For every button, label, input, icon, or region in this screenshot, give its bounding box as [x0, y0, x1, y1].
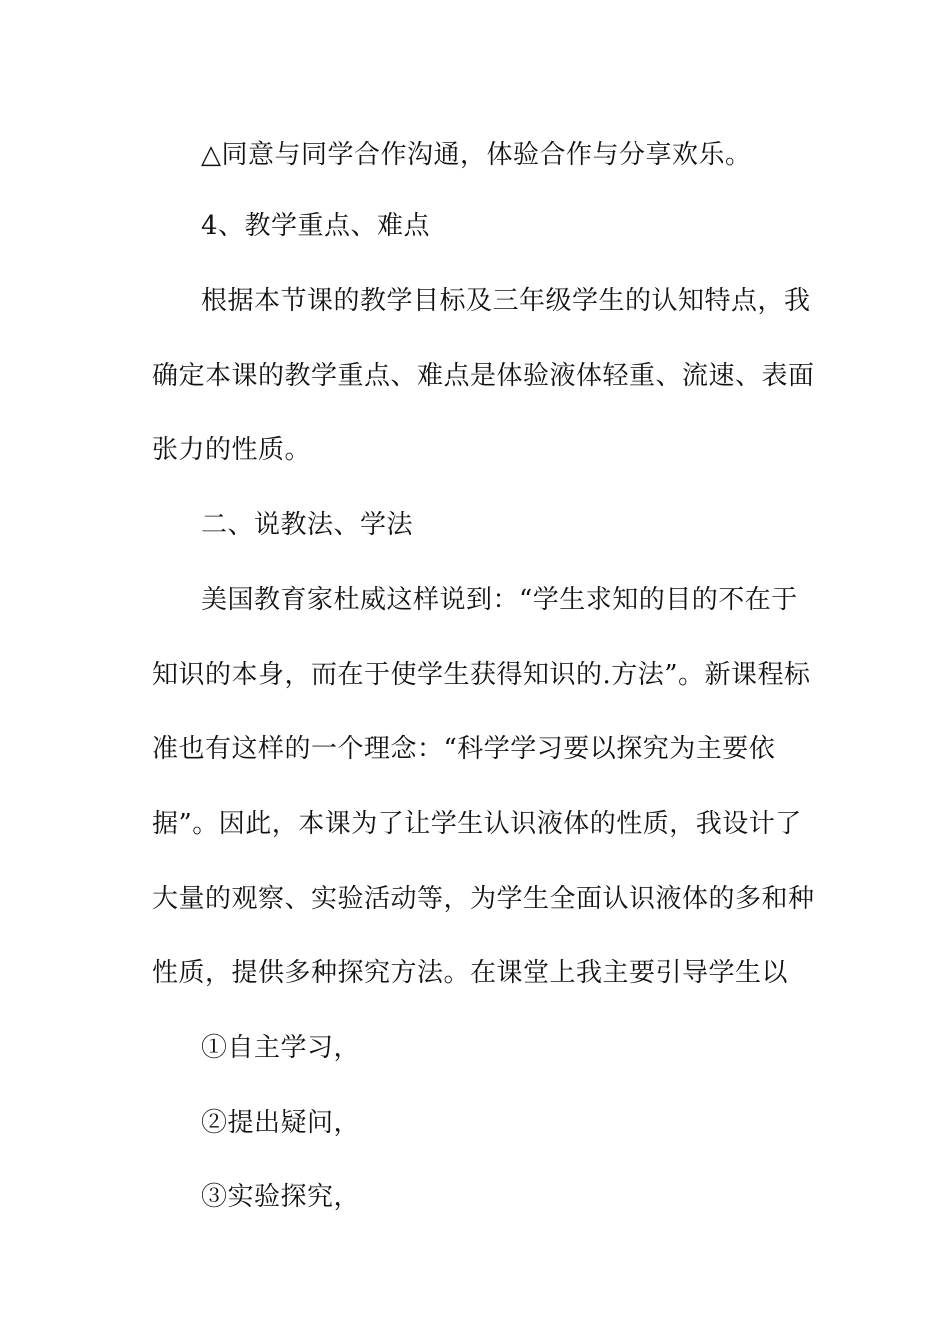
paragraph-line: 知识的本身，而在于使学生获得知识的.方法”。新课程标: [152, 660, 811, 690]
paragraph-line: 张力的性质。: [152, 435, 312, 465]
paragraph-line: △同意与同学合作沟通，体验合作与分享欢乐。: [201, 140, 752, 170]
section-heading: 4、教学重点、难点: [201, 211, 431, 241]
paragraph-line: 性质，提供多种探究方法。在课堂上我主要引导学生以: [152, 958, 789, 988]
paragraph-line: 据”。因此，本课为了让学生认识液体的性质，我设计了: [152, 809, 802, 839]
paragraph-line: 大量的观察、实验活动等，为学生全面认识液体的多和种: [152, 884, 815, 914]
list-item: ①自主学习，: [201, 1033, 361, 1063]
list-item: ③实验探究，: [201, 1182, 361, 1212]
paragraph-line: 美国教育家杜威这样说到：“学生求知的目的不在于: [201, 585, 798, 615]
paragraph-line: 准也有这样的一个理念：“科学学习要以探究为主要依: [152, 734, 776, 764]
paragraph-line: 确定本课的教学重点、难点是体验液体轻重、流速、表面: [152, 361, 815, 391]
list-item: ②提出疑问，: [201, 1108, 361, 1138]
paragraph-line: 根据本节课的教学目标及三年级学生的认知特点，我: [201, 286, 811, 316]
section-heading: 二、说教法、学法: [201, 510, 414, 540]
